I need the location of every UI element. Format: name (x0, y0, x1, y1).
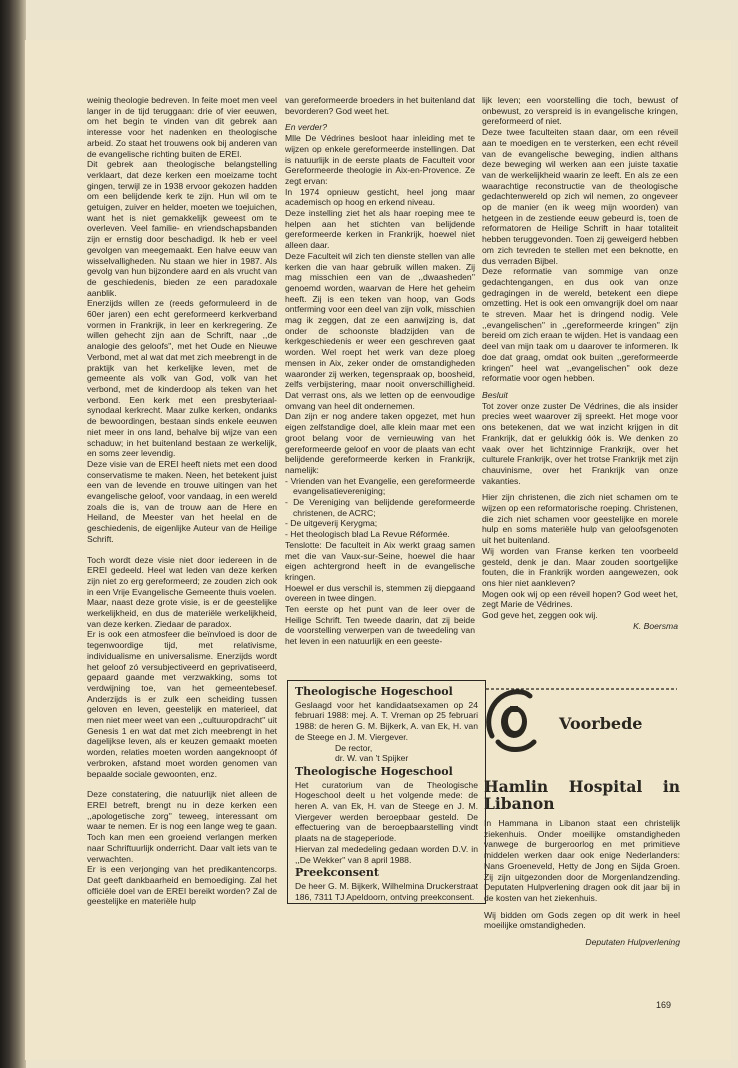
paragraph: Tot zover onze zuster De Védrines, die als insider precies weet waarover zij spreekt. Het moge voor ons betekenen, dat we wat inzicht krijgen in dit Frankrijk, dat er gelukkig óók is. We denken zo vaak over het lichtzinnige Frankrijk, over het culturele Frankrijk, over het trotse Frankrijk met zijn chauvinisme, over het Frankrijk van onze vakanties. (482, 400, 678, 486)
page-number: 169 (656, 1000, 672, 1010)
paragraph: Mogen ook wij op een réveil hopen? God weet het, zegt Marie de Védrines. (482, 588, 678, 610)
praying-hands-icon (489, 692, 534, 750)
list-item: - De uitgeverij Kerygma; (285, 518, 378, 529)
paragraph: Dan zijn er nog andere taken opgezet, met hun eigen zelfstandige doel, alle klein maar met een groot belang voor de vernieuwing van het gereformeerde geloof en voor de plaats van echt belijdende gereformeerde kerken in Frankrijk, namelijk: (285, 411, 475, 475)
paragraph: In 1974 opnieuw gesticht, heel jong maar academisch op hoog en erkend niveau. (285, 186, 475, 208)
section-heading: En verder? (285, 122, 328, 133)
article-signature: Deputaten Hulpverlening (585, 937, 680, 948)
rector-name: dr. W. van 't Spijker (335, 753, 409, 764)
paragraph: weinig theologie bedreven. In feite moet men veel langer in de tijd teruggaan: drie of vier eeuwen, om het begin te vinden van dit gebrek aan interesse voor het nadenken en theologische arbeid. Zo staat het trouwens ook bij anderen van de evangelische richting buiten de EREI. (87, 95, 277, 159)
paragraph: Tenslotte: De faculteit in Aix werkt graag samen met die van Vaux-sur-Seine, hoewel die haar eigen achtergrond heeft in de evangelische kringen. (285, 539, 475, 582)
section-heading: Besluit (482, 389, 508, 400)
box-title: Theologische Hogeschool (295, 764, 453, 778)
box-text: Hiervan zal mededeling gedaan worden D.V. in ,,De Wekker'' van 8 april 1988. (295, 843, 478, 865)
paragraph: Enerzijds willen ze (reeds geformuleerd in de 60er jaren) een echt gereformeerd kerkverband vormen in Frankrijk, in leer en kerkregering. Ze willen gehecht zijn aan de Schrift, naar ,,de analogie des geloofs'', met het Oude en Nieuwe Verbond, met al wat dat met zich meebrengt in de praktijk van het kerkelijke leven, met de gemeente als volk van God, volk van het verbond, met de kinderdoop als teken van het verbond. Een kerk met een presbyteriaal-synodaal kerkrecht. Maar zulke kerken, ondanks de bewoordingen, bestaan sinds enkele eeuwen niet meer in ons land, behalve bij wijze van een schaduw; in het buitenland bestaan ze werkelijk, en soms zeer levendig. (87, 298, 277, 459)
paragraph: Wij worden van Franse kerken ten voorbeeld gesteld, denk je dan. Maar zouden soortgelijke fouten, die in Frankrijk worden aangewezen, ook ons hier niet aankleven? (482, 545, 678, 588)
article-title: Hamlin Hospital in Libanon (484, 777, 680, 813)
paragraph: God geve het, zeggen ook wij. (482, 610, 598, 621)
paragraph: Wij bidden om Gods zegen op dit werk in heel moeilijke omstandigheden. (484, 909, 680, 931)
box-text: Geslaagd voor het kandidaatsexamen op 24 februari 1988: mej. A. T. Vreman op 25 februari 1988: de heren G. M. Bijkerk, A. van Ek, H. van de Steege en J. M. Viergever. (295, 699, 478, 742)
voorbede-title: Voorbede (559, 714, 643, 733)
box-title: Theologische Hogeschool (295, 685, 453, 698)
paragraph: van gereformeerde broeders in het buitenland dat bevorderen? God weet het. (285, 95, 475, 116)
voorbede-logo (484, 686, 679, 758)
paragraph: Deze visie van de EREI heeft niets met een dood conservatisme te maken. Neen, het betekent juist een van de levende en trouwe uitingen van het evangelische geloof, voor vandaag, in een wereld zoals die is, van de trouw aan de Here en Heiland, de Meester van het heelal en de geschiedenis, de eigenlijke Auteur van de Heilige Schrift. (87, 458, 277, 544)
paragraph: Hoewel er dus verschil is, stemmen zij diepgaand overeen in twee dingen. (285, 582, 475, 604)
paragraph: Mlle De Védrines besloot haar inleiding met te wijzen op enkele gereformeerde instellingen. Dat is natuurlijk in de eerste plaats de Faculteit voor Gereformeerde theologie in Aix-en-Provence. Ze zegt ervan: (285, 133, 475, 186)
paragraph: Deze instelling ziet het als haar roeping mee te helpen aan het stichten van belijdende gereformeerde kerken in Frankrijk, hoewel niet alleen daar. (285, 208, 475, 251)
hamlin-article (484, 778, 680, 948)
list-item: - Vrienden van het Evangelie, een gereformeerde evangelisatievereniging; (285, 475, 475, 497)
paragraph: Dit gebrek aan theologische belangstelling verklaart, dat deze kerken een moeizame tocht gingen, terwijl ze in 1938 ervoor gekozen hadden om een belijdende kerk te zijn. Hun wil om te getuigen, zuiver en helder, moeten we toejuichen, want het is niet gemakkelijk geweest om te overleven. Veel familie- en vriendschapsbanden zijn er ernstig door beschadigd. Ik heb er veel gevolgen van meegemaakt. Een halve eeuw van wisselvalligheden. Nu staan we hier in 1987. Als gevolg van hun bijzondere aard en als vrucht van de geschiedenis, bieden ze een paradoxale aanblik. (87, 159, 277, 298)
paragraph: Hier zijn christenen, die zich niet schamen om te wijzen op een reformatorische roeping. Christenen, die zich niet schamen voor geestelijke en morele hulp en soms materiële hulp van geloofsgenoten uit het buitenland. (482, 492, 678, 546)
paragraph: Toch wordt deze visie niet door iedereen in de EREI gedeeld. Heel wat leden van deze kerken zijn niet zo erg gereformeerd; ze zouden zich ook in een Vrije Evangelische Gemeente thuis voelen. (87, 554, 277, 597)
paragraph: Deze reformatie van sommige van onze gedachtengangen, en dus ook van onze gedragingen in de wereld, betekent een diepe omzetting. Het is ook een omvangrijk doel om naar te streven. Maar het is dringend nodig. Vele ,,evangelischen'' in ,,gereformeerde kringen'' zijn bereid om zich eraan te wijden. Het is vandaag een deel van mijn taak om u daarover te informeren. Ik doe dat graag, omdat ook buiten ,,gereformeerde kringen'' heel wat ,,evangelischen'' ook deze reformatie voor ogen hebben. (482, 266, 678, 384)
paragraph: Er is ook een atmosfeer die beïnvloed is door de tegenwoordige tijd, met relativisme, individualisme en universalisme. Enerzijds wordt het geloof zó versubjectiveerd en geprivatiseerd, gepaard gaande met verzwakking, soms tot verdwijning toe, van het gemeentebesef. Anderzijds is er zulk een scheiding tussen geloven en leven, geestelijk en materieel, dat men niet meer weet van een ,,cultuuropdracht'' uit Genesis 1 en wat dat met zich meebrengt in het dagelijkse leven, als er keuzen gemaakt moeten worden, relaties moeten worden aangeknoopt óf verbroken, afstand moet worden genomen van bepaalde sociale gewoonten, enz. (87, 629, 277, 779)
box-title: Preekconsent (295, 866, 379, 880)
list-item: - De Vereniging van belijdende gereformeerde christenen, de ACRC; (285, 497, 475, 518)
paragraph: lijk leven; een voorstelling die toch, bewust of onbewust, zo verspreid is in evangelische kringen, gereformeerd of niet. (482, 95, 678, 127)
institution-list (285, 476, 475, 540)
book-binding (0, 0, 26, 1068)
paragraph: Maar, naast deze grote visie, is er de geestelijke werkelijkheid, en dus de materiële werkelijkheid, van deze kerken. Ziedaar de paradox. (87, 597, 277, 629)
list-item: - Het theologisch blad La Revue Réformée. (285, 529, 450, 540)
column-1 (87, 95, 277, 907)
paragraph: Er is een verjonging van het predikantencorps. Dat geeft dankbaarheid en bemoediging. Zal het officiële doel van de EREI bereikt worden? Zal de geestelijke en materiële hulp (87, 864, 277, 907)
paragraph: In Hammana in Libanon staat een christelijk ziekenhuis. Onder moeilijke omstandigheden vanwege de burgeroorlog en met primitieve middelen werken daar ook enige Nederlanders: Nans Groeneveld, Hetty de Jong en Sijda Groen. Zij zijn uitgezonden door de Morgenlandzending. Deputaten Hulpverlening dragen ook dit jaar bij in de kosten van het ziekenhuis. (484, 818, 680, 903)
paragraph: Deze constatering, die natuurlijk niet alleen de EREI betreft, brengt nu in deze kerken een ,,apologetische zorg'' teweeg, interessant om waar te nemen. Er is nog een lange weg te gaan. Toch kan men een groeiend verlangen merken naar Schriftuurlijk onderricht. Daar valt iets van te verwachten. (87, 789, 277, 864)
paragraph: Deze twee faculteiten staan daar, om een réveil aan te moedigen en te versterken, een echt réveil van de evangelische beweging, indien althans deze beweging wil werken aan een juiste taxatie van de werkelijkheid waarin ze leeft. En als ze een waarachtige reconstructie van de theologische gedachtenwereld op zich wil nemen, zo ongeveer op de manier (en ik weeg mijn woorden) van hetgeen in de zestiende eeuw gebeurd is, toen de reformatoren de Heilige Schrift in haar totaliteit hebben teruggevonden. Toen zij geweigerd hebben om zich tevreden te stellen met een beknotte, en dus verraden Bijbel. (482, 127, 678, 266)
column-3 (482, 95, 678, 631)
author-signature: K. Boersma (633, 620, 678, 631)
rector-label: De rector, (335, 742, 373, 753)
box-text: De heer G. M. Bijkerk, Wilhelmina Druckerstraat 186, 7311 TJ Apeldoorn, ontving preekconsent. (295, 880, 478, 902)
box-text: Het curatorium van de Theologische Hogeschool deelt u het volgende mede: de heren A. van Ek, H. van de Steege en J. M. Viergever werden beroepbaar gesteld. De effectuering van de beroepbaarstelling vindt plaats na de stageperiode. (295, 779, 478, 844)
voorbede-header (484, 686, 679, 758)
column-2 (285, 95, 475, 647)
paragraph: Ten eerste op het punt van de leer over de Heilige Schrift. Ten tweede daarin, dat zij beide de voorstelling verwerpen van de tweedeling van het leven in een natuurlijk en een geeste- (285, 604, 475, 647)
paragraph: Deze Faculteit wil zich ten dienste stellen van alle kerken die van haar gebruik willen maken. Zij mag misschien een van de ,,dwaasheden'' genoemd worden, waarvan de Here het geheim heeft. Zij is een teken van hoop, van Gods ontferming voor een deel van zijn volk, misschien mag ik zeggen, dat ze een aanwijzing is, dat onder de schoonste bladzijden van de kerkgeschiedenis er weer een geschreven gaat worden. Wel roept het werk van deze ploeg mensen in Aix, zeker onder de omstandigheden waaronder zij werken, tegenspraak op, boosheid, zelfs verbijstering, maar nooit onverschilligheid. Dat verrast ons, als we letten op de eenvoudige omvang van heel dit ondernemen. (285, 250, 475, 411)
announcements-box (287, 680, 486, 904)
